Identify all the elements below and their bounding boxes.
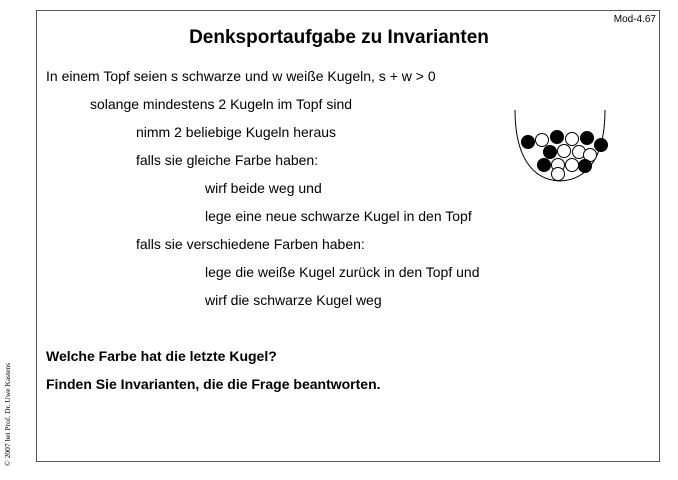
ball-white [552, 168, 565, 181]
question-2: Finden Sie Invarianten, die die Frage beantworten. [46, 376, 381, 392]
text-line-5: wirf beide weg und [205, 180, 322, 196]
ball-black [595, 139, 608, 152]
text-line-2: solange mindestens 2 Kugeln im Topf sind [90, 96, 353, 112]
ball-white [566, 133, 579, 146]
question-1: Welche Farbe hat die letzte Kugel? [46, 348, 277, 364]
ball-white [558, 145, 571, 158]
pot-illustration [508, 108, 618, 188]
ball-white [566, 159, 579, 172]
text-line-1: In einem Topf seien s schwarze und w weiße Kugeln, s + w > 0 [46, 68, 436, 84]
text-line-6: lege eine neue schwarze Kugel in den Topf [205, 208, 472, 224]
ball-black [522, 136, 535, 149]
text-line-7: falls sie verschiedene Farben haben: [136, 236, 365, 252]
ball-black [579, 160, 592, 173]
copyright-notice: © 2007 bei Prof. Dr. Uwe Kastens [3, 362, 12, 466]
page-title: Denksportaufgabe zu Invarianten [189, 27, 489, 48]
text-line-4: falls sie gleiche Farbe haben: [136, 152, 319, 168]
slide-id: Mod-4.67 [613, 14, 656, 25]
ball-black [581, 132, 594, 145]
text-line-9: wirf die schwarze Kugel weg [205, 292, 382, 308]
ball-black [551, 131, 564, 144]
text-line-8: lege die weiße Kugel zurück in den Topf und [205, 264, 480, 280]
ball-black [538, 159, 551, 172]
ball-white [536, 134, 549, 147]
text-line-3: nimm 2 beliebige Kugeln heraus [136, 124, 337, 140]
ball-black [544, 146, 557, 159]
